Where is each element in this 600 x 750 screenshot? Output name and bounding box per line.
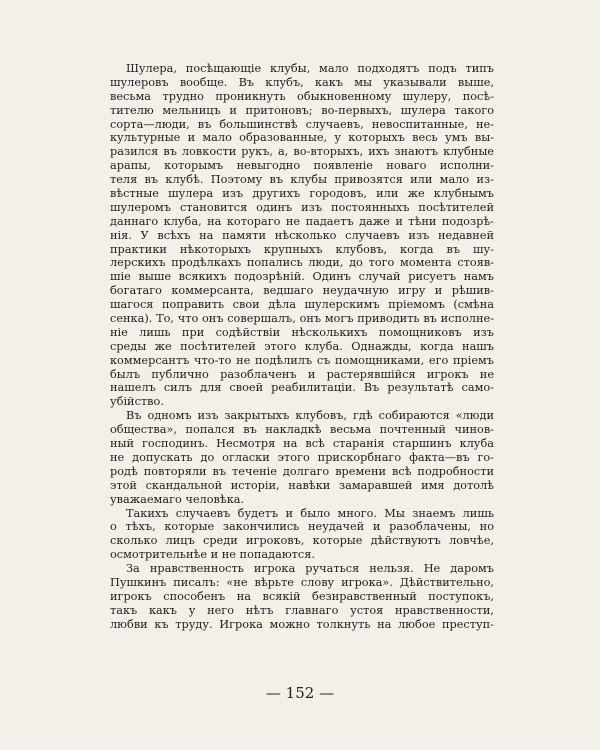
text-line: родѣ повторяли въ теченіе долгаго времени всѣ подробности bbox=[110, 464, 494, 478]
text-line: арапы, которымъ невыгодно появленіе новаго исполни- bbox=[110, 159, 494, 173]
body-text bbox=[110, 62, 494, 632]
page-number: — 152 — bbox=[265, 684, 335, 702]
text-line: теля въ клубѣ. Поэтому въ клубы привозятся или мало из- bbox=[110, 173, 494, 187]
text-line: убійство. bbox=[110, 395, 164, 409]
text-line: лерскихъ продѣлкахъ попались люди, до того момента стояв- bbox=[110, 256, 494, 270]
text-line: о тѣхъ, которые закончились неудачей и разоблачены, но bbox=[110, 520, 494, 534]
text-line: былъ публично разоблаченъ и растерявшійся игрокъ не bbox=[110, 367, 494, 381]
text-line: даннаго клуба, на котораго не падаетъ даже и тѣни подозрѣ- bbox=[110, 214, 494, 228]
text-line: ніе лишь при содѣйствіи нѣсколькихъ помощниковъ изъ bbox=[110, 325, 494, 339]
text-line: разился въ ловкости рукъ, а, во-вторыхъ, ихъ знаютъ клубные bbox=[110, 145, 494, 159]
text-line: Такихъ случаевъ будетъ и было много. Мы знаемъ лишь bbox=[126, 506, 494, 520]
text-line: среды же посѣтителей этого клуба. Однажды, когда нашъ bbox=[110, 339, 494, 353]
text-line: нашелъ силъ для своей реабилитаціи. Въ результатѣ само- bbox=[110, 381, 494, 395]
text-line: не допускать до огласки этого прискорбнаго факта—въ го- bbox=[110, 450, 494, 464]
text-line: такъ какъ у него нѣтъ главнаго устоя нравственности, bbox=[110, 603, 494, 617]
text-line: шагося поправить свои дѣла шулерскимъ пріемомъ (смѣна bbox=[110, 298, 494, 312]
text-line: практики нѣкоторыхъ крупныхъ клубовъ, когда въ шу- bbox=[110, 242, 494, 256]
text-line: любви къ труду. Игрока можно толкнуть на любое преступ- bbox=[110, 617, 494, 631]
text-line: Пушкинъ писалъ: «не вѣрьте слову игрока». Дѣйствительно, bbox=[110, 575, 494, 589]
text-line: вѣстные шулера изъ другихъ городовъ, или же клубнымъ bbox=[110, 187, 494, 201]
text-line: Въ одномъ изъ закрытыхъ клубовъ, гдѣ собираются «люди bbox=[126, 409, 494, 423]
text-line: шіе выше всякихъ подозрѣній. Одинъ случай рисуетъ намъ bbox=[110, 270, 494, 284]
text-line: тителю мельницъ и притоновъ; во-первыхъ, шулера такого bbox=[110, 103, 494, 117]
text-line: Шулера, посѣщающіе клубы, мало подходятъ подъ типъ bbox=[126, 62, 494, 75]
text-line: культурные и мало образованные, у которыхъ весь умъ вы- bbox=[110, 131, 494, 145]
text-line: шулеровъ вообще. Въ клубъ, какъ мы указывали выше, bbox=[110, 75, 494, 89]
text-line: уважаемаго человѣка. bbox=[110, 492, 245, 506]
text-line: нія. У всѣхъ на памяти нѣсколько случаевъ изъ недавней bbox=[110, 228, 494, 242]
text-line: сорта—люди, въ большинствѣ случаевъ, невоспитанные, не- bbox=[110, 117, 494, 131]
text-line: сенка). То, что онъ совершалъ, онъ могъ приводить въ исполне- bbox=[110, 312, 494, 326]
text-line: осмотрительнѣе и не попадаются. bbox=[110, 548, 315, 562]
text-line: сколько лицъ среди игроковъ, которые дѣйствуютъ ловчѣе, bbox=[110, 534, 494, 548]
text-line: ный господинъ. Несмотря на всѣ старанія старшинъ клуба bbox=[110, 437, 494, 451]
text-line: весьма трудно проникнуть обыкновенному шулеру, посѣ- bbox=[110, 89, 494, 103]
text-line: шулеромъ становится одинъ изъ постоянныхъ посѣтителей bbox=[110, 200, 494, 214]
text-line: игрокъ способенъ на всякій безнравственный поступокъ, bbox=[110, 589, 494, 603]
text-line: За нравственность игрока ручаться нельзя. Не даромъ bbox=[126, 562, 494, 576]
text-line: коммерсантъ что-то не подѣлилъ съ помощниками, его пріемъ bbox=[110, 353, 494, 367]
text-line: этой скандальной исторіи, навѣки замаравшей имя дотолѣ bbox=[110, 478, 494, 492]
text-line: богатаго коммерсанта, ведшаго неудачную игру и рѣшив- bbox=[110, 284, 494, 298]
text-line: общества», попался въ накладкѣ весьма почтенный чинов- bbox=[110, 423, 494, 437]
